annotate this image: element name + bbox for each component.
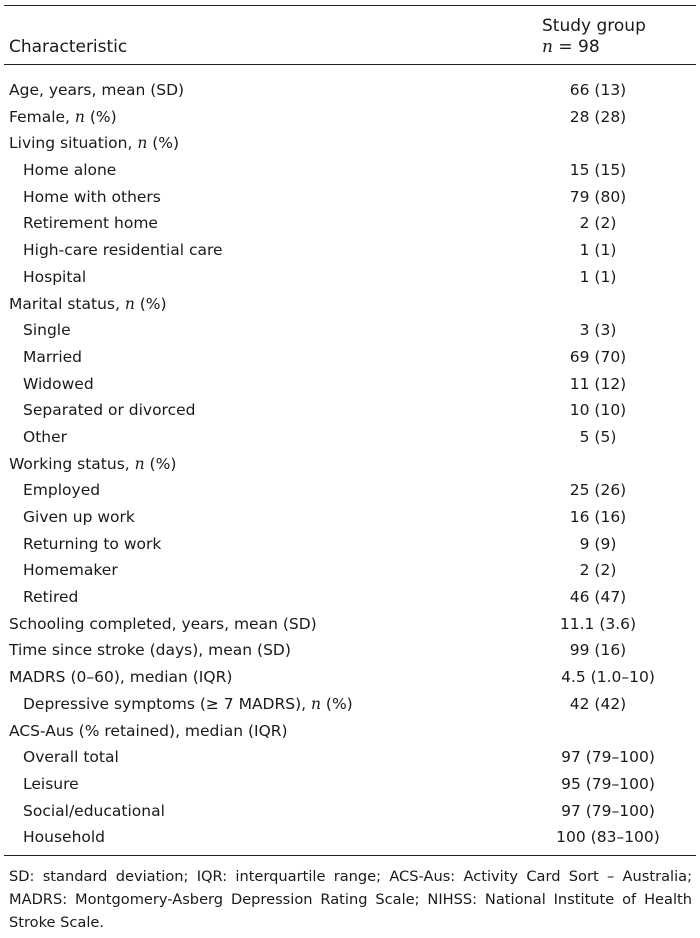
table-row <box>4 611 696 638</box>
row-value: 97 (79–100) <box>561 801 655 820</box>
row-value: 3 (3) <box>579 321 617 340</box>
row-label: Schooling completed, years, mean (SD) <box>9 614 317 633</box>
row-value: 16 (16) <box>569 508 627 526</box>
row-label: Widowed <box>23 374 94 393</box>
row-value: 11.1 (3.6) <box>559 614 637 633</box>
row-label: Retired <box>23 588 79 607</box>
row-value: 9 (9) <box>579 534 617 553</box>
table-row <box>4 104 696 131</box>
table-row <box>4 637 696 664</box>
row-label: Working status, n (%) <box>9 454 177 473</box>
row-label: Homemaker <box>23 561 118 580</box>
row-value: 11 (12) <box>569 374 627 393</box>
table-row <box>4 771 696 798</box>
table-row <box>4 397 696 424</box>
row-value: 95 (79–100) <box>561 774 655 793</box>
table-row <box>4 718 696 745</box>
row-label: Given up work <box>23 508 135 526</box>
row-value: 99 (16) <box>569 641 627 660</box>
row-label: Leisure <box>23 774 79 793</box>
study-group-title: Study group <box>542 16 646 36</box>
n-symbol: n <box>542 37 553 57</box>
table-row <box>4 824 696 851</box>
row-label: Marital status, n (%) <box>9 294 167 313</box>
table-row <box>4 317 696 344</box>
row-value: 1 (1) <box>579 267 617 286</box>
row-value: 10 (10) <box>569 401 627 420</box>
row-label: Overall total <box>23 748 119 767</box>
row-label: Other <box>23 427 68 446</box>
table-row <box>4 264 696 291</box>
row-value: 4.5 (1.0–10) <box>561 668 655 687</box>
row-value: 100 (83–100) <box>556 828 660 847</box>
table-row <box>4 504 696 531</box>
table-row <box>4 77 696 104</box>
row-value: 15 (15) <box>569 161 627 180</box>
characteristics-table <box>4 0 696 934</box>
table-footnote: SD: standard deviation; IQR: interquartile range; ACS-Aus: Activity Card Sort – Australia; MADRS: Montgomery-Asberg Depression Rating Scale; NIHSS: National Institute of Health Stroke Scale. <box>9 867 692 931</box>
table-row <box>4 371 696 398</box>
table-row <box>4 210 696 237</box>
row-label: Home with others <box>23 187 161 206</box>
row-value: 97 (79–100) <box>561 748 655 767</box>
table-row <box>4 477 696 504</box>
table-row <box>4 451 696 478</box>
study-group-column-header <box>542 16 646 58</box>
row-label: Married <box>23 347 83 366</box>
table-row <box>4 424 696 451</box>
study-group-n <box>542 37 646 58</box>
table-row <box>4 184 696 211</box>
table-row <box>4 130 696 157</box>
row-label: Returning to work <box>23 534 162 553</box>
table-header <box>4 6 696 65</box>
row-value: 69 (70) <box>569 347 627 366</box>
row-label: Home alone <box>23 161 117 180</box>
row-label: Female, n (%) <box>9 107 117 126</box>
row-label: Social/educational <box>23 801 165 820</box>
table-row <box>4 291 696 318</box>
row-label: MADRS (0–60), median (IQR) <box>9 668 233 687</box>
row-label: Retirement home <box>23 214 158 233</box>
row-label: Hospital <box>23 267 87 286</box>
row-value: 25 (26) <box>569 481 627 500</box>
row-label: Age, years, mean (SD) <box>9 81 185 99</box>
table-row <box>4 584 696 611</box>
row-value: 42 (42) <box>569 694 627 713</box>
row-value: 2 (2) <box>579 561 617 580</box>
row-value: 2 (2) <box>579 214 617 233</box>
n-value: = 98 <box>552 37 600 57</box>
row-value: 46 (47) <box>569 588 627 607</box>
row-label: ACS-Aus (% retained), median (IQR) <box>9 721 288 740</box>
row-label: Employed <box>23 481 101 500</box>
table-row <box>4 798 696 825</box>
characteristic-column-header: Characteristic <box>9 37 128 57</box>
row-value: 66 (13) <box>569 81 627 99</box>
table-row <box>4 691 696 718</box>
row-value: 5 (5) <box>579 427 617 446</box>
row-label: Time since stroke (days), mean (SD) <box>9 641 291 660</box>
table-row <box>4 557 696 584</box>
row-label: Single <box>23 321 71 340</box>
row-value: 79 (80) <box>569 187 627 206</box>
table-row <box>4 237 696 264</box>
table-body <box>4 65 696 851</box>
table-row <box>4 664 696 691</box>
row-label: Household <box>23 828 106 847</box>
table-row <box>4 344 696 371</box>
row-value: 1 (1) <box>579 241 617 260</box>
row-value: 28 (28) <box>569 107 627 126</box>
row-label: High-care residential care <box>23 241 223 260</box>
table-row <box>4 157 696 184</box>
row-label: Depressive symptoms (≥ 7 MADRS), n (%) <box>23 694 353 713</box>
table-row <box>4 744 696 771</box>
table-row <box>4 531 696 558</box>
row-label: Separated or divorced <box>23 401 196 420</box>
row-label: Living situation, n (%) <box>9 134 180 153</box>
